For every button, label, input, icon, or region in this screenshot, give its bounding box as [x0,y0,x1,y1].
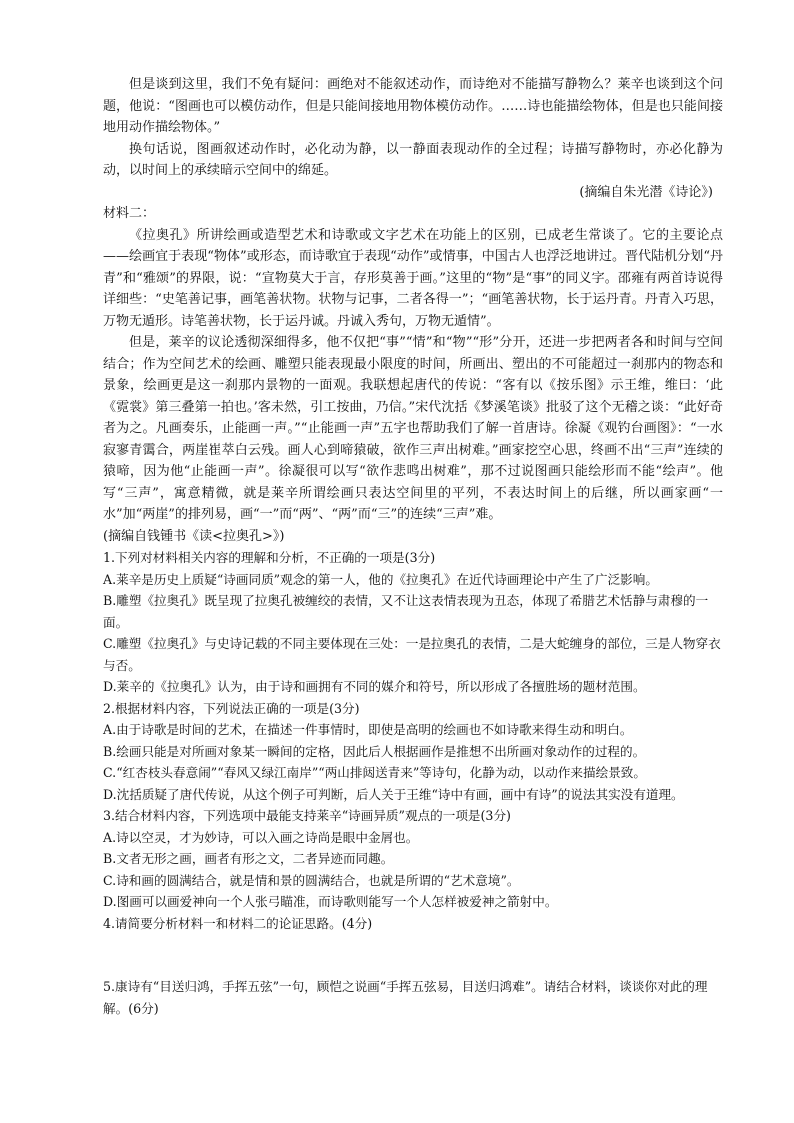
question-2-option-d: D.沈括质疑了唐代传说，从这个例子可判断，后人关于王维“诗中有画，画中有诗”的说法其实没有道理。 [103,786,684,802]
question-1-option-b: B.雕塑《拉奥孔》既呈现了拉奥孔被缠绞的表情，又不让这表情表现为丑态，体现了希腊艺术恬静与肃穆的一面。 [103,593,709,630]
passage1-source: (摘编自朱光潜《诗论》) [579,184,713,200]
question-2-option-b: B.绘画只能是对所画对象某一瞬间的定格，因此后人根据画作是推想不出所画对象动作的过程的。 [103,743,646,759]
question-3-option-c: C.诗和画的圆满结合，就是情和景的圆满结合，也就是所谓的“艺术意境”。 [103,872,520,888]
passage2-source: (摘编自钱锺书《读<拉奥孔>》) [103,528,285,544]
question-1-option-d: D.莱辛的《拉奥孔》认为，由于诗和画拥有不同的媒介和符号，所以形成了各擅胜场的题材范围。 [103,679,646,694]
passage2-para2: 但是，莱辛的议论透彻深细得多，他不仅把“事”“情”和“物”“形”分开，还进一步把两者各和时间与空间结合；作为空间艺术的绘画、雕塑只能表现最小限度的时间，所画出、塑出的不可能超过一刹那内的物态和景象，绘画更是这一刹那内景物的一面观。我联想起唐代的传说：“客有以《按乐图》示王维，维曰：‘此《霓裳》第三叠第一拍也。’客未然，引工按曲，乃信。”宋代沈括《梦溪笔谈》批驳了这个无稽之谈：“此好奇者为之。凡画奏乐，止能画一声。”“止能画一声”五字也帮助我们了解一首唐诗。徐凝《观钓台画图》：“一水寂寥青霭合，两崖崔萃白云残。画人心到啼猿破，欲作三声出树难。”画家挖空心思，终画不出“三声”连续的猿啼，因为他“止能画一声”。徐凝很可以写“欲作悲鸣出树难”，那不过说图画只能绘形而不能“绘声”。他写“三声”，寓意精微，就是莱辛所谓绘画只表达空间里的平列，不表达时间上的后继，所以画家画“一水”加“两崖”的排列易，画“一”而“两”、“两”而“三”的连续“三声”难。 [103,335,723,522]
question-2-option-a: A.由于诗歌是时间的艺术，在描述一件事情时，即使是高明的绘画也不如诗歌来得生动和明白。 [103,722,633,737]
passage2-para1: 《拉奥孔》所讲绘画或造型艺术和诗歌或文字艺术在功能上的区别，已成老生常谈了。它的主要论点——绘画宜于表现“物体”或形态，而诗歌宜于表现“动作”或情事，中国古人也浮泛地讲过。晋代陆机分划“丹青”和“雅颂”的界限，说：“宣物莫大于言，存形莫善于画。”这里的“物”是“事”的同义字。邵雍有两首诗说得详细些：“史笔善记事，画笔善状物。状物与记事，二者各得一”；“画笔善状物，长于运丹青。丹青入巧思，万物无遁形。诗笔善状物，长于运丹诚。丹诚入秀句，万物无遁情”。 [103,227,723,329]
question-2-option-c: C.“红杏枝头春意闹”“春风又绿江南岸”“两山排闼送青来”等诗句，化静为动，以动作来描绘景致。 [103,765,646,780]
question-3-option-d: D.图画可以画爱神向一个人张弓瞄准，而诗歌则能写一个人怎样被爱神之箭射中。 [103,894,558,909]
question-3-option-a: A.诗以空灵，才为妙诗，可以入画之诗尚是眼中金屑也。 [103,829,419,845]
exam-page [103,74,723,1019]
question-3-stem: 3.结合材料内容，下列选项中最能支持莱辛“诗画异质”观点的一项是(3分) [103,808,511,823]
question-1-stem: 1.下列对材料相关内容的理解和分析，不正确的一项是(3分) [103,550,436,565]
question-3-option-b: B.文者无形之画，画者有形之文，二者异迹而同趣。 [103,851,394,866]
passage2-label: 材料二： [103,206,156,221]
question-1-option-c: C.雕塑《拉奥孔》与史诗记载的不同主要体现在三处：一是拉奥孔的表情，二是大蛇缠身的部位，三是人物穿衣与否。 [103,636,721,673]
question-2-stem: 2.根据材料内容，下列说法正确的一项是(3分) [103,700,360,716]
passage1-para2: 换句话说，图画叙述动作时，必化动为静，以一静面表现动作的全过程；诗描写静物时，亦必化静为动，以时间上的承续暗示空间中的绵延。 [103,141,723,178]
question-1-option-a: A.莱辛是历史上质疑“诗画同质”观念的第一人，他的《拉奥孔》在近代诗画理论中产生了广泛影响。 [103,571,658,587]
passage1-para1: 但是谈到这里，我们不免有疑问：画绝对不能叙述动作，而诗绝对不能描写静物么？莱辛也谈到这个问题，他说：“图画也可以模仿动作，但是只能间接地用物体模仿动作。……诗也能描绘物体，但是也只能间接地用动作描绘物体。” [103,77,723,135]
question-5-stem: 5.康诗有“目送归鸿，手挥五弦”一句，顾恺之说画“手挥五弦易，目送归鸿难”。请结合材料，谈谈你对此的理解。(6分) [103,979,708,1016]
question-4-stem: 4.请简要分析材料一和材料二的论证思路。(4分) [103,915,373,931]
